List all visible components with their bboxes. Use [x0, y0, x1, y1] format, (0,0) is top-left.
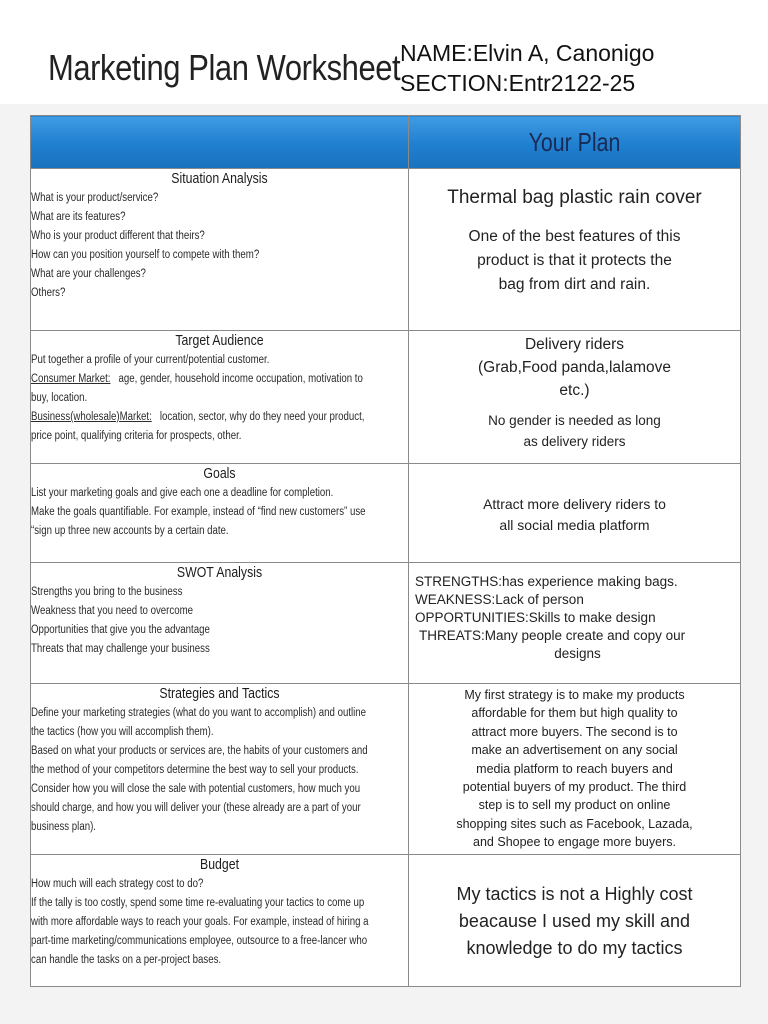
answer-line: attract more buyers. The second is to: [471, 724, 678, 739]
answer-cell: [409, 169, 741, 331]
prompt-line: Based on what your products or services are, the habits of your customers and: [31, 745, 368, 757]
prompt-line: business plan).: [31, 821, 96, 833]
worksheet-title: Marketing Plan Worksheet: [48, 47, 401, 88]
prompt-line: Who is your product different that theirs?: [31, 230, 205, 242]
answer-cell: [409, 684, 741, 855]
student-info: [400, 38, 654, 98]
answer-line: beacause I used my skill and: [458, 911, 691, 931]
answer-cell: [409, 855, 741, 987]
prompt-line: Consider how you will close the sale with potential customers, how much you: [31, 783, 361, 795]
answer-line: (Grab,Food panda,lalamove: [477, 359, 671, 376]
section-title: Target Audience: [175, 332, 264, 349]
right-header-cell: [409, 116, 741, 169]
table-row-goals: [31, 464, 741, 563]
answer-line: Delivery riders: [524, 336, 625, 353]
answer-line: and Shopee to engage more buyers.: [473, 835, 676, 850]
business-market-text: location, sector, why do they need your product,: [159, 411, 365, 423]
prompt-line: [31, 408, 408, 427]
prompt-line: Weakness that you need to overcome: [31, 605, 194, 617]
answer-line: media platform to reach buyers and: [476, 761, 673, 776]
prompt-line: [31, 370, 408, 389]
answer-line: My first strategy is to make my products: [464, 688, 685, 702]
prompt-line: the tactics (how you will accomplish them).: [31, 726, 214, 738]
prompt-line: What is your product/service?: [31, 192, 159, 204]
prompt-line: Strengths you bring to the business: [31, 586, 183, 598]
section-title: Budget: [199, 856, 239, 873]
prompt-line: part-time marketing/communications employee, outsource to a free-lancer who: [31, 935, 368, 947]
answer-line: Attract more delivery riders to: [483, 496, 666, 512]
prompt-line: List your marketing goals and give each one a deadline for completion.: [31, 487, 334, 499]
answer-line: OPPORTUNITIES:Skills to make design: [415, 610, 656, 625]
prompt-line: the method of your competitors determine the best way to sell your products.: [31, 764, 359, 776]
answer-line: designs: [554, 646, 601, 661]
table-row-strategies-and-tactics: [31, 684, 741, 855]
answer-line: affordable for them but high quality to: [471, 706, 678, 721]
consumer-market-label: Consumer Market:: [31, 373, 111, 385]
prompt-line: Define your marketing strategies (what do you want to accomplish) and outline: [31, 707, 367, 719]
prompt-line: What are your challenges?: [31, 268, 146, 280]
answer-line: One of the best features of this: [468, 228, 681, 245]
prompt-line: with more affordable ways to reach your goals. For example, instead of hiring a: [31, 916, 369, 928]
answer-line: as delivery riders: [523, 434, 626, 449]
prompt-line: price point, qualifying criteria for prospects, other.: [31, 430, 242, 442]
section-title: Goals: [203, 465, 236, 482]
table-row-budget: [31, 855, 741, 987]
consumer-market-text: age, gender, household income occupation, motivation to: [118, 373, 363, 385]
answer-line: potential buyers of my product. The third: [462, 780, 687, 795]
prompt-line: buy, location.: [31, 392, 88, 404]
prompt-line: can handle the tasks on a per-project bases.: [31, 954, 222, 966]
prompt-line: should charge, and how you will deliver your (these already are a part of your: [31, 802, 361, 814]
prompt-line: Threats that may challenge your business: [31, 643, 210, 655]
left-header-cell: [31, 116, 409, 169]
table-row-situation-analysis: [31, 169, 741, 331]
prompt-line: What are its features?: [31, 211, 126, 223]
prompt-line: Opportunities that give you the advantage: [31, 624, 210, 636]
student-section: SECTION:Entr2122-25: [400, 70, 636, 96]
answer-cell: [409, 563, 741, 684]
answer-line: THREATS:Many people create and copy our: [419, 628, 686, 643]
business-market-label: Business(wholesale)Market:: [31, 411, 152, 423]
answer-line: shopping sites such as Facebook, Lazada,: [456, 816, 693, 831]
prompt-cell: [31, 331, 409, 464]
prompt-cell: [31, 169, 409, 331]
prompt-line: How can you position yourself to compete with them?: [31, 249, 260, 261]
prompt-line: Put together a profile of your current/potential customer.: [31, 354, 270, 366]
answer-line: all social media platform: [499, 517, 650, 533]
your-plan-heading: Your Plan: [528, 127, 621, 157]
prompt-line: Make the goals quantifiable. For example, instead of “find new customers” use: [31, 506, 366, 518]
prompt-cell: [31, 464, 409, 563]
student-name: NAME:Elvin A, Canonigo: [400, 40, 655, 66]
section-title: SWOT Analysis: [176, 564, 263, 581]
table-row-swot-analysis: [31, 563, 741, 684]
prompt-line: If the tally is too costly, spend some time re-evaluating your tactics to come up: [31, 897, 365, 909]
answer-line: No gender is needed as long: [488, 413, 661, 428]
answer-line: Thermal bag plastic rain cover: [447, 187, 702, 208]
answer-line: product is that it protects the: [477, 252, 672, 269]
prompt-line: How much will each strategy cost to do?: [31, 878, 204, 890]
section-title: Situation Analysis: [171, 170, 268, 187]
prompt-line: “sign up three new accounts by a certain date.: [31, 525, 229, 537]
answer-line: knowledge to do my tactics: [466, 938, 683, 958]
answer-line: WEAKNESS:Lack of person: [415, 592, 584, 607]
answer-cell: [409, 464, 741, 563]
answer-line: step is to sell my product on online: [478, 798, 671, 813]
answer-line: make an advertisement on any social: [471, 743, 678, 758]
table-header-row: [31, 116, 741, 169]
prompt-line: Others?: [31, 287, 66, 299]
worksheet-table: [30, 115, 741, 987]
answer-line: STRENGTHS:has experience making bags.: [415, 574, 678, 589]
answer-line: etc.): [559, 382, 590, 399]
answer-line: bag from dirt and rain.: [498, 276, 651, 293]
prompt-cell: [31, 563, 409, 684]
table-row-target-audience: [31, 331, 741, 464]
answer-line: My tactics is not a Highly cost: [456, 884, 693, 904]
answer-cell: [409, 331, 741, 464]
prompt-cell: [31, 855, 409, 987]
prompt-cell: [31, 684, 409, 855]
section-title: Strategies and Tactics: [159, 685, 280, 702]
